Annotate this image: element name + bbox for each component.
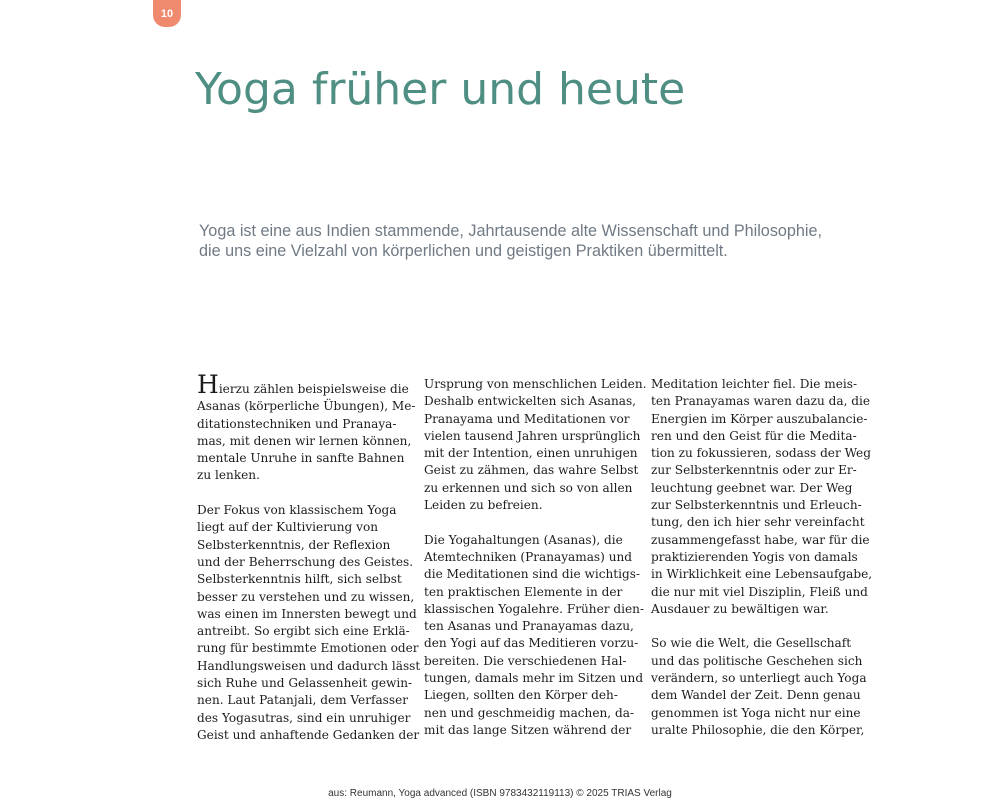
text-line: Geist zu zähmen, das wahre Selbst xyxy=(424,463,639,478)
text-line: Atemtechniken (Pranayamas) und xyxy=(424,549,633,564)
text-line: genommen ist Yoga nicht nur eine xyxy=(651,705,861,720)
page-number-badge xyxy=(153,0,181,27)
text-line: rung für bestimmte Emotionen oder xyxy=(197,641,419,656)
text-line: was einen im Innersten bewegt und xyxy=(197,606,417,621)
col1-paragraph-2 xyxy=(197,502,421,744)
text-line: ten Asanas und Pranayamas dazu, xyxy=(424,619,634,634)
text-line: zur Selbsterkenntnis und Erleuch- xyxy=(651,498,862,513)
text-column-2 xyxy=(424,376,647,739)
text-line: antreibt. So ergibt sich eine Erklä- xyxy=(197,624,410,639)
text-line: liegt auf der Kultivierung von xyxy=(197,520,379,535)
text-line: und das politische Geschehen sich xyxy=(651,653,863,668)
text-line: in Wirklichkeit eine Lebensaufgabe, xyxy=(651,567,873,582)
text-line: Asanas (körperliche Übungen), Me- xyxy=(197,399,416,414)
text-line: mentale Unruhe in sanfte Bahnen xyxy=(197,451,405,466)
text-line: vielen tausend Jahren ursprünglich xyxy=(424,428,641,443)
text-line: klassischen Yogalehre. Früher dien- xyxy=(424,601,645,616)
text-line: dem Wandel der Zeit. Denn genau xyxy=(651,688,861,703)
text-line: bereiten. Die verschiedenen Hal- xyxy=(424,653,627,668)
text-line: verändern, so unterliegt auch Yoga xyxy=(651,671,867,686)
text-line: uralte Philosophie, die den Körper, xyxy=(651,722,865,737)
text-line: Energien im Körper auszubalancie- xyxy=(651,411,868,426)
text-line: mit der Intention, einen unruhigen xyxy=(424,446,638,461)
text-column-1 xyxy=(197,370,421,744)
text-line: zur Selbsterkenntnis oder zur Er- xyxy=(651,463,857,478)
paragraph-gap xyxy=(651,618,871,635)
text-line: Leiden zu befreien. xyxy=(424,498,543,513)
drop-cap: H xyxy=(197,370,219,399)
text-line: Selbsterkenntnis hilft, sich selbst xyxy=(197,572,402,587)
text-line: Ausdauer zu bewältigen war. xyxy=(651,601,829,616)
text-line: Geist und anhaftende Gedanken der xyxy=(197,727,420,742)
text-line: Der Fokus von klassischem Yoga xyxy=(197,503,397,518)
text-line: tungen, damals mehr im Sitzen und xyxy=(424,671,644,686)
paragraph-gap xyxy=(424,514,644,531)
text-line: tung, den ich hier sehr vereinfacht xyxy=(651,515,865,530)
text-column-3 xyxy=(651,376,871,739)
text-line: und der Beherrschung des Geistes. xyxy=(197,554,414,569)
text-line: Die Yogahaltungen (Asanas), die xyxy=(424,532,623,547)
text-line: nen und geschmeidig machen, da- xyxy=(424,705,635,720)
text-line: Handlungsweisen und dadurch lässt xyxy=(197,658,421,673)
text-line: des Yogasutras, sind ein unruhiger xyxy=(197,710,411,725)
text-line: die nur mit viel Disziplin, Fleiß und xyxy=(651,584,868,599)
text-line: zu lenken. xyxy=(197,468,260,483)
text-line: So wie die Welt, die Gesellschaft xyxy=(651,636,852,651)
col2-paragraph-2 xyxy=(424,532,644,740)
first-line xyxy=(197,370,417,399)
footer-credit: aus: Reumann, Yoga advanced (ISBN 9783432119113) © 2025 TRIAS Verlag xyxy=(328,788,672,799)
lead-line: Yoga ist eine aus Indien stammende, Jahrtausende alte Wissenschaft und Philosophie, xyxy=(199,222,823,240)
text-line: mit das lange Sitzen während der xyxy=(424,722,632,737)
text-line: leuchtung geebnet war. Der Weg xyxy=(651,480,853,495)
paragraph-gap xyxy=(197,485,417,502)
text-line: sich Ruhe und Gelassenheit gewin- xyxy=(197,676,413,691)
text-line: ren und den Geist für die Medita- xyxy=(651,428,857,443)
page-number: 10 xyxy=(160,7,174,20)
col1-paragraph-1 xyxy=(197,398,417,484)
text-line: Liegen, sollten den Körper deh- xyxy=(424,688,618,703)
text-line: mas, mit denen wir lernen können, xyxy=(197,433,412,448)
text-line: ten praktischen Elemente in der xyxy=(424,584,623,599)
text-line: tion zu fokussieren, sodass der Weg xyxy=(651,446,871,461)
text-line: den Yogi auf das Meditieren vorzu- xyxy=(424,636,639,651)
col3-paragraph-2 xyxy=(651,635,871,739)
text-line: Ursprung von menschlichen Leiden. xyxy=(424,377,647,391)
page-title: Yoga früher und heute xyxy=(195,64,686,115)
text-line: praktizierenden Yogis von damals xyxy=(651,549,858,564)
lead-line: die uns eine Vielzahl von körperlichen und geistigen Praktiken übermittelt. xyxy=(199,242,728,260)
text-line: ditationstechniken und Pranaya- xyxy=(197,416,397,431)
text-line: ten Pranayamas waren dazu da, die xyxy=(651,394,871,409)
text-line: besser zu verstehen und zu wissen, xyxy=(197,589,415,604)
text-line: die Meditationen sind die wichtigs- xyxy=(424,567,641,582)
col3-paragraph-1 xyxy=(651,376,871,618)
text-line: Meditation leichter fiel. Die meis- xyxy=(651,377,858,391)
text-line: Deshalb entwickelten sich Asanas, xyxy=(424,394,636,409)
text-line: Pranayama und Meditationen vor xyxy=(424,411,630,426)
text-line: nen. Laut Patanjali, dem Verfasser xyxy=(197,693,409,708)
first-line-text: ierzu zählen beispielsweise die xyxy=(218,382,409,396)
col2-paragraph-1 xyxy=(424,376,647,514)
text-line: zusammengefasst habe, war für die xyxy=(651,532,870,547)
lead-paragraph xyxy=(199,221,839,261)
text-line: zu erkennen und sich so von allen xyxy=(424,480,633,495)
text-line: Selbsterkenntnis, der Reflexion xyxy=(197,537,391,552)
